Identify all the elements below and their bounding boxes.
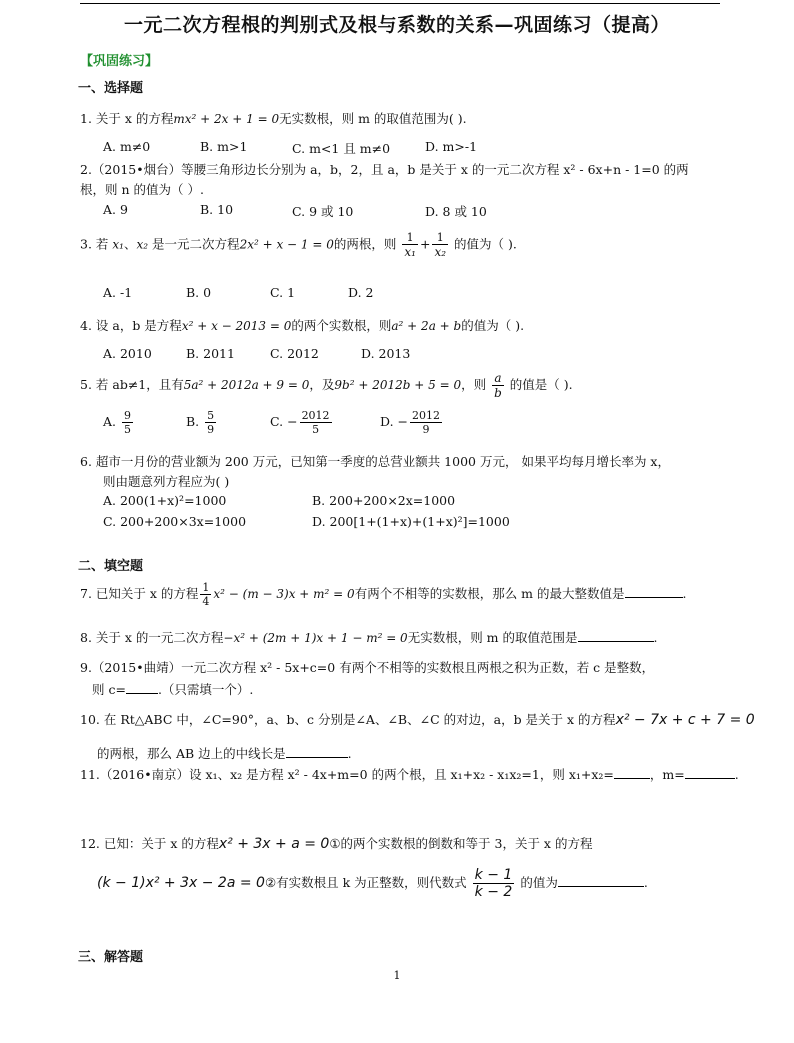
fraction-1-over-4: $\frac{1}{4}$ [202, 581, 210, 608]
q1-option-a: A. m≠0 [103, 139, 151, 154]
q3-option-c: C. 1 [270, 285, 296, 300]
q4-option-c: C. 2012 [270, 346, 319, 361]
q1-option-d: D. m>-1 [425, 139, 478, 154]
q2-option-a: A. 9 [103, 202, 128, 217]
fraction-1-over-x1: $\frac{1}{\text{x₁}}$ [404, 231, 416, 259]
question-12-line-2: (k − 1)x² + 3x − 2a = 0②有实数根且 k 为正整数，则代数式 $\frac{k - 1}{k - 2}$ 的值为 . [97, 867, 648, 900]
q3-option-b: B. 0 [186, 285, 212, 300]
question-10-line-1: 10. 在 Rt△ABC 中，∠C=90°，a、b、c 分别是∠A、∠B、∠C 的对边，a，b 是关于 x 的方程x² − 7x + c + 7 = 0 [80, 712, 755, 728]
question-6-line-2: 则由题意列方程应为( ) [103, 474, 230, 489]
q4-option-a: A. 2010 [103, 346, 152, 361]
answer-blank[interactable] [578, 629, 654, 642]
question-4: 4. 设 a，b 是方程x² + x − 2013 = 0的两个实数根，则a² + 2a + b的值为（ ). [80, 318, 525, 333]
q5-option-c: C. − $\frac{2012}{5}$ [270, 409, 330, 436]
question-2-line-1: 2.（2015•烟台）等腰三角形边长分别为 a，b，2，且 a，b 是关于 x 的一元二次方程 x² - 6x+n - 1=0 的两 [80, 162, 689, 177]
question-3: 3. 若 x₁、x₂ 是一元二次方程2x² + x − 1 = 0的两根，则 $\frac{1}{\text{x₁}}$ + $\frac{1}{\text{x₂}}$ 的值为（ ). [80, 231, 517, 259]
question-1: 1. 关于 x 的方程mx² + 2x + 1 = 0无实数根，则 m 的取值范围为( ). [80, 111, 467, 126]
question-11: 11.（2016•南京）设 x₁、x₂ 是方程 x² - 4x+m=0 的两个根，且 x₁+x₂ - x₁x₂=1，则 x₁+x₂= ，m= . [80, 767, 739, 782]
fraction-1-over-x2: $\frac{1}{\text{x₂}}$ [434, 231, 447, 259]
q6-option-a: A. 200(1+x)²=1000 [103, 493, 227, 508]
q5-option-b: B. $\frac{5}{9}$ [186, 409, 215, 436]
question-2-line-2: 根，则 n 的值为（ ）. [80, 182, 204, 197]
answer-blank[interactable] [286, 745, 348, 758]
fraction-k-expression: $\frac{k - 1}{k - 2}$ [474, 867, 513, 900]
question-6-line-1: 6. 超市一月份的营业额为 200 万元，已知第一季度的总营业额共 1000 万元， 如果平均每月增长率为 x， [80, 454, 670, 469]
question-9-line-1: 9.（2015•曲靖）一元二次方程 x² - 5x+c=0 有两个不相等的实数根且两根之积为正数，若 c 是整数， [80, 660, 655, 675]
q3-option-d: D. 2 [348, 285, 374, 300]
answer-blank[interactable] [625, 585, 683, 598]
q6-option-d: D. 200[1+(1+x)+(1+x)²]=1000 [312, 514, 510, 529]
q6-option-b: B. 200+200×2x=1000 [312, 493, 456, 508]
page-number: 1 [393, 969, 401, 982]
answer-blank[interactable] [614, 766, 650, 779]
section-heading-choice: 一、选择题 [78, 81, 144, 96]
q5-option-d: D. − $\frac{2012}{9}$ [380, 409, 441, 436]
page-title: 一元二次方程根的判别式及根与系数的关系—巩固练习（提高） [123, 14, 670, 36]
q4-option-b: B. 2011 [186, 346, 235, 361]
q4-option-d: D. 2013 [361, 346, 411, 361]
fraction-a-over-b: $\frac{a}{b}$ [494, 371, 502, 400]
q5-option-a: A. $\frac{9}{5}$ [103, 409, 131, 436]
answer-blank[interactable] [558, 874, 644, 887]
section-heading-fill: 二、填空题 [78, 559, 144, 574]
question-8: 8. 关于 x 的一元二次方程−x² + (2m + 1)x + 1 − m² = 0无实数根，则 m 的取值范围是 . [80, 630, 658, 645]
answer-blank[interactable] [685, 766, 735, 779]
q2-option-b: B. 10 [200, 202, 234, 217]
question-9-line-2: 则 c= .（只需填一个）. [92, 682, 254, 697]
question-7: 7. 已知关于 x 的方程 $\frac{1}{4}$ x² − (m − 3)x + m² = 0有两个不相等的实数根，那么 m 的最大整数值是 . [80, 581, 687, 608]
q1-option-b: B. m>1 [200, 139, 248, 154]
q2-option-d: D. 8 或 10 [425, 204, 487, 219]
question-5: 5. 若 ab≠1，且有5a² + 2012a + 9 = 0，及9b² + 2012b + 5 = 0，则 $\frac{a}{b}$ 的值是（ ). [80, 371, 573, 400]
section-heading-answer: 三、解答题 [78, 950, 144, 965]
answer-blank[interactable] [126, 681, 158, 694]
section-tag: 【巩固练习】 [80, 54, 159, 69]
q3-option-a: A. -1 [103, 285, 133, 300]
q2-option-c: C. 9 或 10 [292, 204, 354, 219]
q6-option-c: C. 200+200×3x=1000 [103, 514, 247, 529]
question-12-line-1: 12. 已知：关于 x 的方程x² + 3x + a = 0①的两个实数根的倒数和等于 3，关于 x 的方程 [80, 836, 593, 852]
q1-option-c: C. m<1 且 m≠0 [292, 141, 391, 156]
question-10-line-2: 的两根，那么 AB 边上的中线长是 . [97, 746, 352, 761]
top-rule [80, 3, 720, 4]
